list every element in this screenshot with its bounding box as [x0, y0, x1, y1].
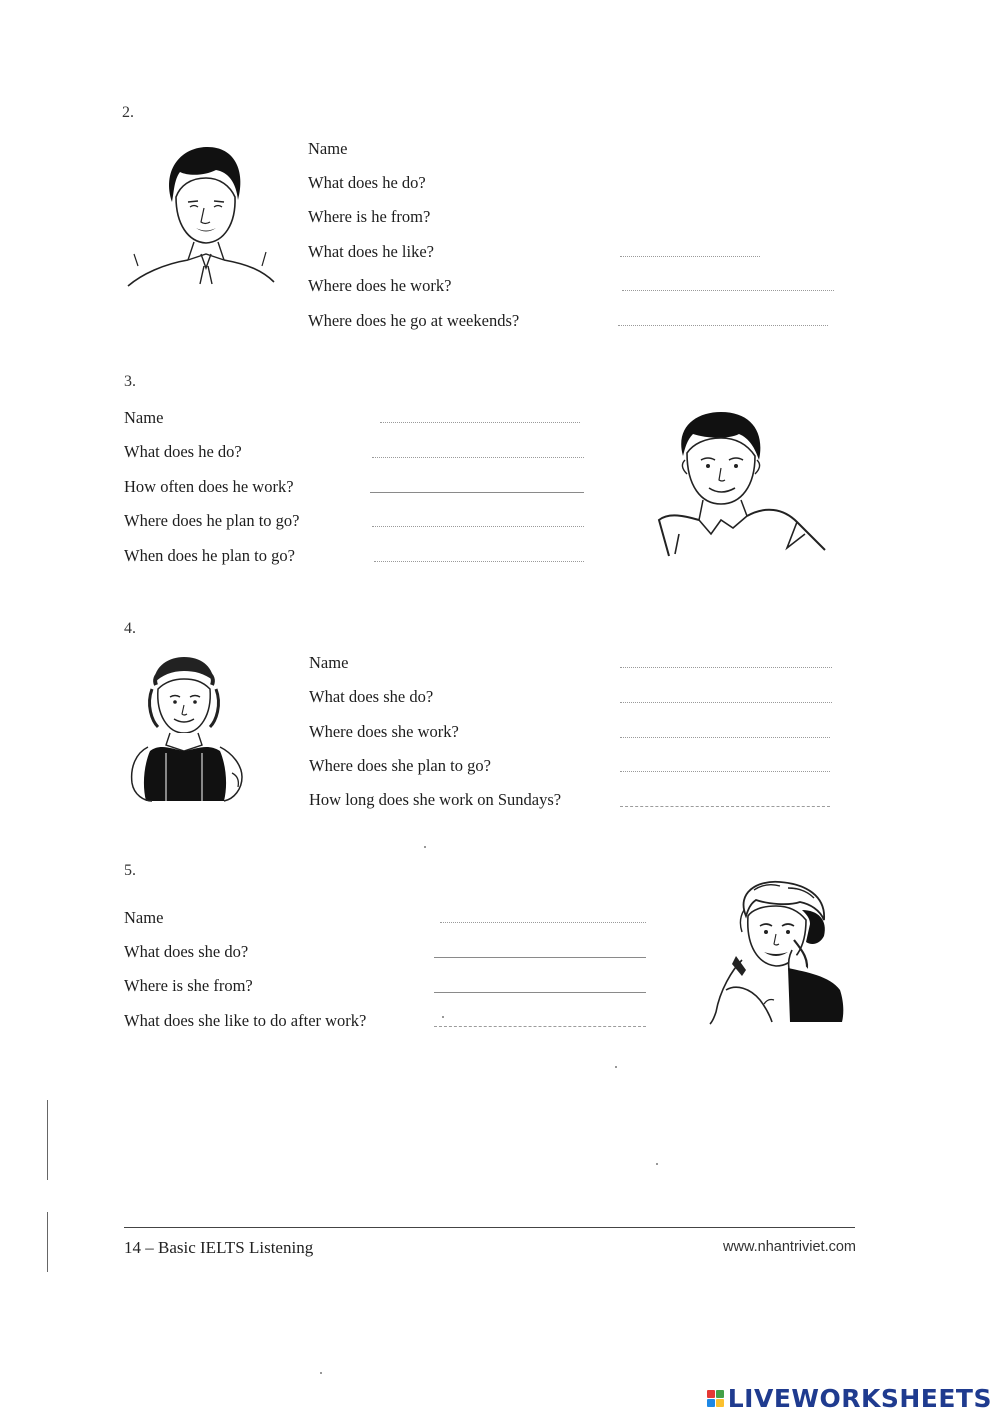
section-4-answer-line-occupation[interactable] [620, 702, 832, 703]
section-5-question-name: Name [124, 908, 164, 927]
section-3-answer-line-occupation[interactable] [372, 457, 584, 458]
scan-edge-mark [47, 1212, 48, 1272]
section-5-answer-line-origin[interactable] [434, 992, 646, 993]
section-2-question-origin: Where is he from? [308, 207, 431, 226]
section-4-question-sunday-hours: How long does she work on Sundays? [309, 790, 562, 809]
footer-page-label: 14 – Basic IELTS Listening [124, 1238, 314, 1257]
young-man-portrait-illustration [655, 408, 830, 560]
footer-website: www.nhantriviet.com [723, 1239, 856, 1255]
liveworksheets-brand-text: LIVEWORKSHEETS [727, 1384, 992, 1413]
scan-speck [320, 1372, 322, 1374]
section-5-question-origin: Where is she from? [124, 976, 253, 995]
section-3-question-plan-time: When does he plan to go? [124, 546, 295, 565]
liveworksheets-grid-icon [707, 1390, 724, 1407]
section-3-question-name: Name [124, 408, 164, 427]
woman-on-phone-illustration [706, 880, 846, 1025]
section-2-number: 2. [122, 104, 134, 121]
section-4-answer-line-name[interactable] [620, 667, 832, 668]
section-5-question-after-work: What does she like to do after work? [124, 1011, 367, 1030]
section-3-question-plan-place: Where does he plan to go? [124, 511, 300, 530]
section-5-number: 5. [124, 862, 136, 879]
section-4-question-plan-place: Where does she plan to go? [309, 756, 491, 775]
section-4-question-workplace: Where does she work? [309, 722, 459, 741]
section-3-answer-line-frequency[interactable] [370, 492, 584, 493]
section-2-question-occupation: What does he do? [308, 173, 426, 192]
waitress-portrait-illustration [124, 655, 248, 803]
section-2-question-name: Name [308, 139, 348, 158]
section-3-answer-line-plan-place[interactable] [372, 526, 584, 527]
section-4-answer-line-workplace[interactable] [620, 737, 830, 738]
section-3-question-occupation: What does he do? [124, 442, 242, 461]
scan-speck [656, 1163, 658, 1165]
scan-speck [424, 846, 426, 848]
section-5-answer-line-name[interactable] [440, 922, 646, 923]
scan-edge-mark [47, 1100, 48, 1180]
section-5-question-occupation: What does she do? [124, 942, 249, 961]
section-2-answer-line-weekends[interactable] [618, 325, 828, 326]
section-3-answer-line-name[interactable] [380, 422, 580, 423]
section-4-number: 4. [124, 620, 136, 637]
section-4-question-name: Name [309, 653, 349, 672]
scan-speck [442, 1016, 444, 1018]
section-2-question-likes: What does he like? [308, 242, 434, 261]
section-4-question-occupation: What does she do? [309, 687, 434, 706]
section-4-answer-line-plan-place[interactable] [620, 771, 830, 772]
liveworksheets-logo [707, 1384, 992, 1413]
section-3-question-frequency: How often does he work? [124, 477, 294, 496]
section-2-question-weekends: Where does he go at weekends? [308, 311, 520, 330]
section-3-answer-line-plan-time[interactable] [374, 561, 584, 562]
section-5-answer-line-after-work[interactable] [434, 1026, 646, 1027]
man-portrait-illustration [124, 142, 279, 287]
footer-divider [124, 1227, 855, 1228]
section-3-number: 3. [124, 373, 136, 390]
section-2-question-workplace: Where does he work? [308, 276, 452, 295]
section-4-answer-line-sunday-hours[interactable] [620, 806, 830, 807]
section-2-answer-line-likes[interactable] [620, 256, 760, 257]
scan-speck [615, 1066, 617, 1068]
section-2-answer-line-workplace[interactable] [622, 290, 834, 291]
section-5-answer-line-occupation[interactable] [434, 957, 646, 958]
